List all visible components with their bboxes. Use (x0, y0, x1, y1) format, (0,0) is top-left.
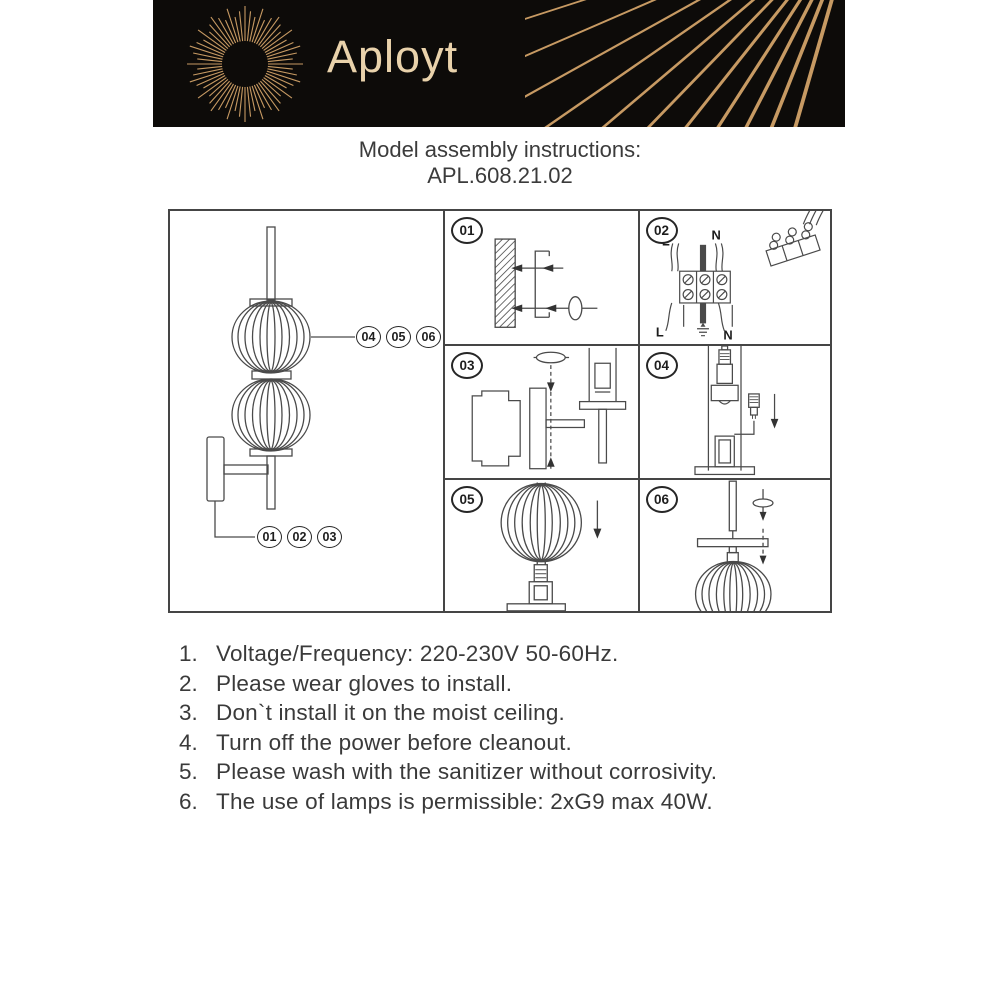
wire-label-L-bottom: L (655, 324, 664, 340)
callout-group-mount-parts (257, 526, 342, 548)
callout-04: 04 (356, 326, 381, 348)
brand-name: Aployt (327, 31, 459, 82)
step-cell-04 (638, 344, 831, 477)
step-badge-06: 06 (646, 486, 678, 513)
assembly-diagram (168, 209, 832, 613)
instruction-number: 3. (179, 700, 198, 725)
instruction-number: 6. (179, 788, 198, 814)
step-cell-01 (445, 211, 638, 344)
instruction-text: Please wash with the sanitizer without corrosivity. (216, 759, 718, 784)
step-badge-03: 03 (451, 352, 483, 379)
instruction-text: Don`t install it on the moist ceiling. (216, 700, 566, 725)
step-cell-06 (638, 478, 831, 611)
callout-02: 02 (287, 526, 312, 548)
instruction-text: Voltage/Frequency: 220-230V 50-60Hz. (216, 641, 619, 666)
instruction-item (179, 789, 919, 819)
instruction-item (179, 730, 919, 760)
callout-06: 06 (416, 326, 441, 348)
instruction-list (179, 641, 919, 818)
instruction-item (179, 641, 919, 671)
step-cell-05 (445, 478, 638, 611)
instruction-text: The use of lamps is permissible: 2xG9 max 40W. (216, 788, 713, 814)
step-badge-01: 01 (451, 217, 483, 244)
page-title: Model assembly instructions: (358, 137, 642, 162)
instruction-number: 4. (179, 729, 198, 755)
callout-group-shade-parts (356, 326, 441, 348)
instruction-item (179, 700, 919, 730)
wire-label-N-bottom: N (722, 327, 733, 343)
instruction-number: 2. (179, 670, 198, 696)
instruction-number: 1. (179, 641, 198, 666)
sunburst-logo-icon (183, 2, 307, 126)
wall-lamp-drawing (170, 211, 443, 611)
ray-fan-decoration (525, 0, 845, 127)
model-number: APL.608.21.02 (427, 163, 573, 188)
brand-banner (153, 0, 845, 127)
callout-05: 05 (386, 326, 411, 348)
overview-panel (170, 211, 445, 611)
instruction-number: 5. (179, 759, 198, 784)
step-badge-02: 02 (646, 217, 678, 244)
callout-03: 03 (317, 526, 342, 548)
instruction-text: Please wear gloves to install. (216, 670, 513, 696)
step-badge-05: 05 (451, 486, 483, 513)
step-cell-02 (638, 211, 831, 344)
instruction-item (179, 671, 919, 701)
instruction-text: Turn off the power before cleanout. (216, 729, 572, 755)
step-badge-04: 04 (646, 352, 678, 379)
instruction-item (179, 759, 919, 789)
wire-label-N-top: N (710, 227, 721, 243)
step-grid (445, 211, 830, 611)
callout-01: 01 (257, 526, 282, 548)
step-cell-03 (445, 344, 638, 477)
